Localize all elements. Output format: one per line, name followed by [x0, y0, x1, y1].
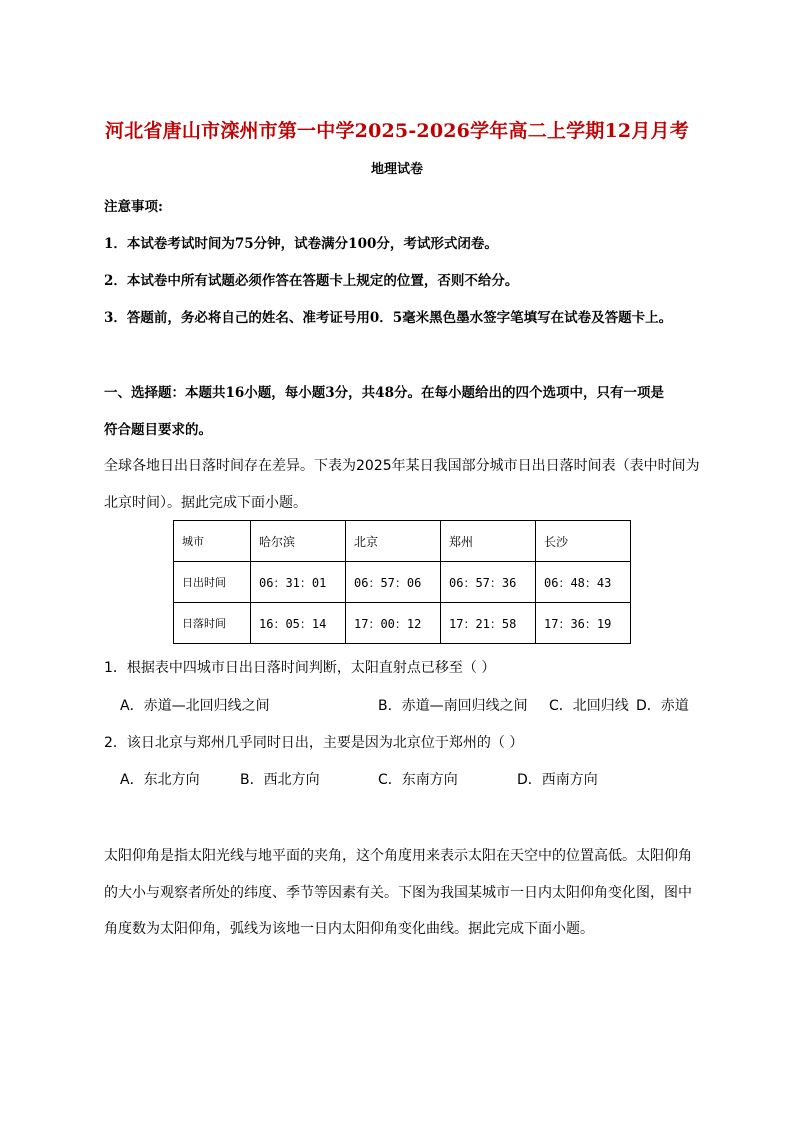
table-cell: 17：21：58 — [441, 603, 536, 644]
table-cell: 06：48：43 — [536, 562, 631, 603]
table-cell: 16：05：14 — [251, 603, 346, 644]
table-cell: 06：57：36 — [441, 562, 536, 603]
question-1-stem: 1．根据表中四城市日出日落时间判断，太阳直射点已移至（ ） — [104, 660, 496, 676]
table-cell: 日出时间 — [174, 562, 251, 603]
table-header-cell: 城市 — [174, 521, 251, 562]
section-heading-line-2: 符合题目要求的。 — [104, 422, 212, 438]
table-header-cell: 长沙 — [536, 521, 631, 562]
exam-title: 河北省唐山市滦州市第一中学2025-2026学年高二上学期12月月考 — [105, 120, 689, 142]
table-header-cell: 北京 — [346, 521, 441, 562]
notice-heading: 注意事项: — [104, 199, 163, 215]
question-1-option-c: C．北回归线 — [549, 698, 629, 714]
passage2-line-2: 的大小与观察者所处的纬度、季节等因素有关。下图为我国某城市一日内太阳仰角变化图，图中 — [104, 885, 692, 901]
question-2-option-b: B．西北方向 — [240, 772, 320, 788]
table-cell: 06：57：06 — [346, 562, 441, 603]
table-row — [174, 603, 631, 644]
table-cell: 17：36：19 — [536, 603, 631, 644]
passage2-line-3: 角度数为太阳仰角，弧线为该地一日内太阳仰角变化曲线。据此完成下面小题。 — [104, 921, 594, 937]
exam-subtitle: 地理试卷 — [370, 162, 423, 177]
table-cell: 06：31：01 — [251, 562, 346, 603]
section-heading-line-1: 一、选择题：本题共16小题，每小题3分，共48分。在每小题给出的四个选项中，只有一项是 — [104, 385, 664, 401]
table-header-row — [174, 521, 631, 562]
question-1-option-d: D．赤道 — [636, 698, 689, 714]
notice-item-2: 2．本试卷中所有试题必须作答在答题卡上规定的位置，否则不给分。 — [104, 273, 519, 289]
passage1-line-1: 全球各地日出日落时间存在差异。下表为2025年某日我国部分城市日出日落时间表（表中时间为 — [104, 458, 700, 474]
question-2-option-c: C．东南方向 — [378, 772, 458, 788]
sunrise-sunset-table — [173, 520, 631, 644]
table-cell: 17：00：12 — [346, 603, 441, 644]
notice-item-3: 3．答题前，务必将自己的姓名、准考证号用0．5毫米黑色墨水签字笔填写在试卷及答题卡上。 — [104, 310, 673, 326]
table-header-cell: 郑州 — [441, 521, 536, 562]
table-header-cell: 哈尔滨 — [251, 521, 346, 562]
passage2-line-1: 太阳仰角是指太阳光线与地平面的夹角，这个角度用来表示太阳在天空中的位置高低。太阳仰角 — [104, 848, 692, 864]
passage1-line-2: 北京时间）。据此完成下面小题。 — [104, 495, 307, 511]
question-2-stem: 2．该日北京与郑州几乎同时日出，主要是因为北京位于郑州的（ ） — [104, 735, 524, 751]
question-2-option-a: A．东北方向 — [120, 772, 200, 788]
table-row — [174, 562, 631, 603]
question-1-option-b: B．赤道—南回归线之间 — [378, 698, 528, 714]
question-2-option-d: D．西南方向 — [517, 772, 598, 788]
question-1-option-a: A．赤道—北回归线之间 — [120, 698, 270, 714]
table-cell: 日落时间 — [174, 603, 251, 644]
notice-item-1: 1．本试卷考试时间为75分钟，试卷满分100分，考试形式闭卷。 — [104, 236, 498, 252]
